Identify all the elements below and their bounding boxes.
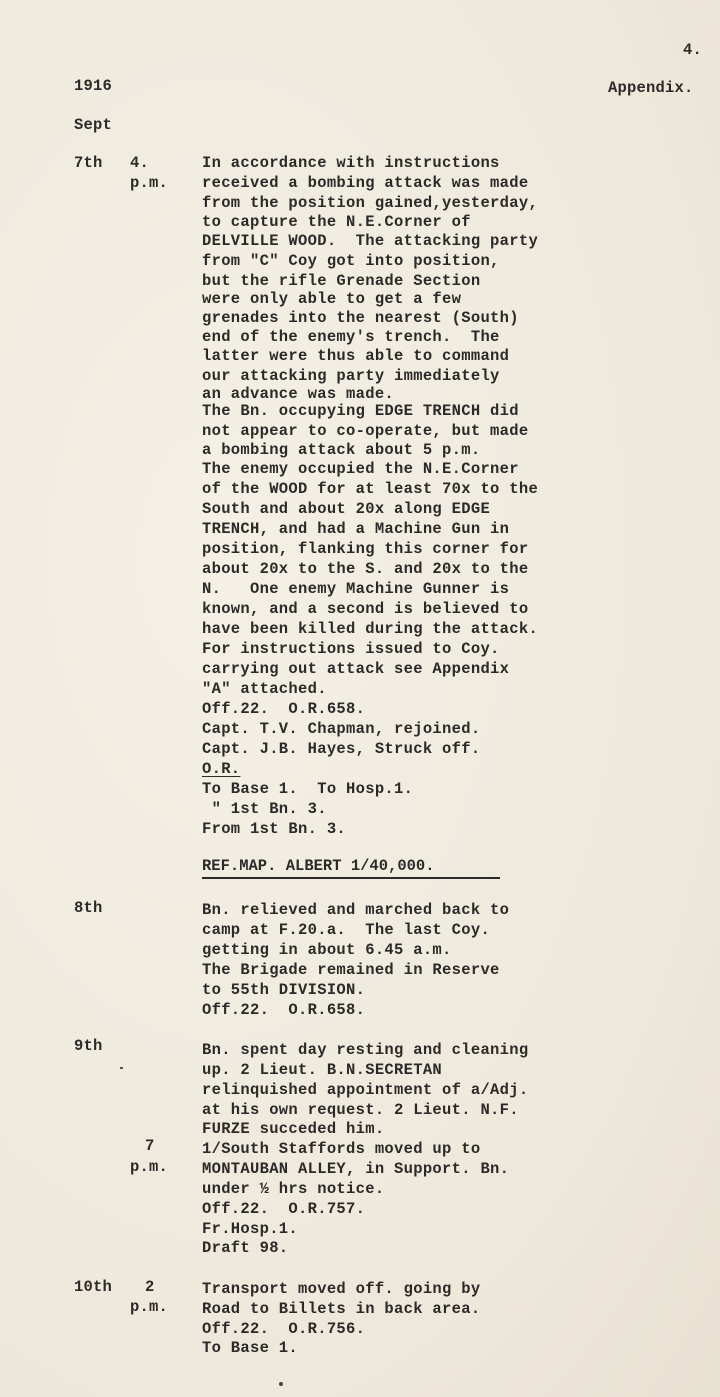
entry-time-suffix-7th: p.m. bbox=[130, 174, 169, 192]
entry-line: The enemy occupied the N.E.Corner bbox=[202, 460, 519, 478]
entry-line: Off.22. O.R.756. bbox=[202, 1320, 366, 1338]
appendix-label: Appendix. bbox=[608, 79, 694, 97]
entry-line: Capt. T.V. Chapman, rejoined. bbox=[202, 720, 481, 738]
entry-line: from the position gained,yesterday, bbox=[202, 194, 539, 212]
entry-line: Off.22. O.R.757. bbox=[202, 1200, 366, 1218]
entry-line: "A" attached. bbox=[202, 680, 327, 698]
entry-subtime-suffix-9th: p.m. bbox=[130, 1158, 169, 1176]
entry-line: TRENCH, and had a Machine Gun in bbox=[202, 520, 510, 538]
entry-line: 1/South Staffords moved up to bbox=[202, 1140, 481, 1158]
entry-line: The Bn. occupying EDGE TRENCH did bbox=[202, 402, 519, 420]
entry-line: Bn. spent day resting and cleaning bbox=[202, 1041, 529, 1059]
entry-date-8th: 8th bbox=[74, 899, 103, 917]
entry-line: N. One enemy Machine Gunner is bbox=[202, 580, 510, 598]
entry-line: about 20x to the S. and 20x to the bbox=[202, 560, 529, 578]
entry-line: DELVILLE WOOD. The attacking party bbox=[202, 232, 539, 250]
entry-line: to capture the N.E.Corner of bbox=[202, 213, 471, 231]
entry-line: Off.22. O.R.658. bbox=[202, 700, 366, 718]
entry-line: South and about 20x along EDGE bbox=[202, 500, 491, 518]
entry-line: getting in about 6.45 a.m. bbox=[202, 941, 452, 959]
entry-line: of the WOOD for at least 70x to the bbox=[202, 480, 539, 498]
year: 1916 bbox=[74, 77, 113, 95]
entry-line: MONTAUBAN ALLEY, in Support. Bn. bbox=[202, 1160, 510, 1178]
entry-line: at his own request. 2 Lieut. N.F. bbox=[202, 1101, 519, 1119]
entry-line: grenades into the nearest (South) bbox=[202, 309, 519, 327]
entry-line: Draft 98. bbox=[202, 1239, 289, 1257]
entry-line: To Base 1. bbox=[202, 1339, 299, 1357]
entry-line: For instructions issued to Coy. bbox=[202, 640, 500, 658]
entry-line: received a bombing attack was made bbox=[202, 174, 529, 192]
entry-time-7th: 4. bbox=[130, 154, 150, 172]
stray-dot bbox=[279, 1382, 283, 1386]
entry-date-10th: 10th bbox=[74, 1278, 113, 1296]
entry-line: Capt. J.B. Hayes, Struck off. bbox=[202, 740, 481, 758]
entry-line: Transport moved off. going by bbox=[202, 1280, 481, 1298]
entry-line: not appear to co-operate, but made bbox=[202, 422, 529, 440]
entry-date-7th: 7th bbox=[74, 154, 103, 172]
entry-line: up. 2 Lieut. B.N.SECRETAN bbox=[202, 1061, 443, 1079]
entry-time-suffix-10th: p.m. bbox=[130, 1298, 169, 1316]
entry-line: have been killed during the attack. bbox=[202, 620, 539, 638]
entry-line: Fr.Hosp.1. bbox=[202, 1220, 299, 1238]
stray-mark bbox=[120, 1067, 123, 1069]
entry-line: To Base 1. To Hosp.1. bbox=[202, 780, 414, 798]
entry-line: carrying out attack see Appendix bbox=[202, 660, 510, 678]
entry-line: from "C" Coy got into position, bbox=[202, 252, 500, 270]
entry-line: Off.22. O.R.658. bbox=[202, 1001, 366, 1019]
ref-map-heading: REF.MAP. ALBERT 1/40,000. bbox=[202, 857, 435, 875]
entry-line: Road to Billets in back area. bbox=[202, 1300, 481, 1318]
entry-line: camp at F.20.a. The last Coy. bbox=[202, 921, 491, 939]
entry-line: position, flanking this corner for bbox=[202, 540, 529, 558]
entry-date-9th: 9th bbox=[74, 1037, 103, 1055]
entry-subtime-9th: 7 bbox=[145, 1137, 155, 1155]
entry-line: but the rifle Grenade Section bbox=[202, 272, 481, 290]
entry-line: under ½ hrs notice. bbox=[202, 1180, 385, 1198]
page-number: 4. bbox=[683, 41, 703, 59]
entry-line: were only able to get a few bbox=[202, 290, 462, 308]
entry-time-10th: 2 bbox=[145, 1278, 155, 1296]
entry-line: an advance was made. bbox=[202, 385, 395, 403]
entry-line: FURZE succeded him. bbox=[202, 1120, 385, 1138]
entry-line: to 55th DIVISION. bbox=[202, 981, 366, 999]
entry-line: relinquished appointment of a/Adj. bbox=[202, 1081, 529, 1099]
entry-line-or-heading: O.R. bbox=[202, 760, 241, 778]
month: Sept bbox=[74, 116, 113, 134]
entry-line: latter were thus able to command bbox=[202, 347, 510, 365]
entry-line: end of the enemy's trench. The bbox=[202, 328, 500, 346]
entry-line: " 1st Bn. 3. bbox=[202, 800, 327, 818]
ref-map-underline bbox=[202, 877, 500, 879]
entry-line: a bombing attack about 5 p.m. bbox=[202, 441, 481, 459]
entry-line: Bn. relieved and marched back to bbox=[202, 901, 510, 919]
entry-line: From 1st Bn. 3. bbox=[202, 820, 347, 838]
entry-line: known, and a second is believed to bbox=[202, 600, 529, 618]
entry-line: In accordance with instructions bbox=[202, 154, 500, 172]
entry-line: our attacking party immediately bbox=[202, 367, 500, 385]
entry-line: The Brigade remained in Reserve bbox=[202, 961, 500, 979]
